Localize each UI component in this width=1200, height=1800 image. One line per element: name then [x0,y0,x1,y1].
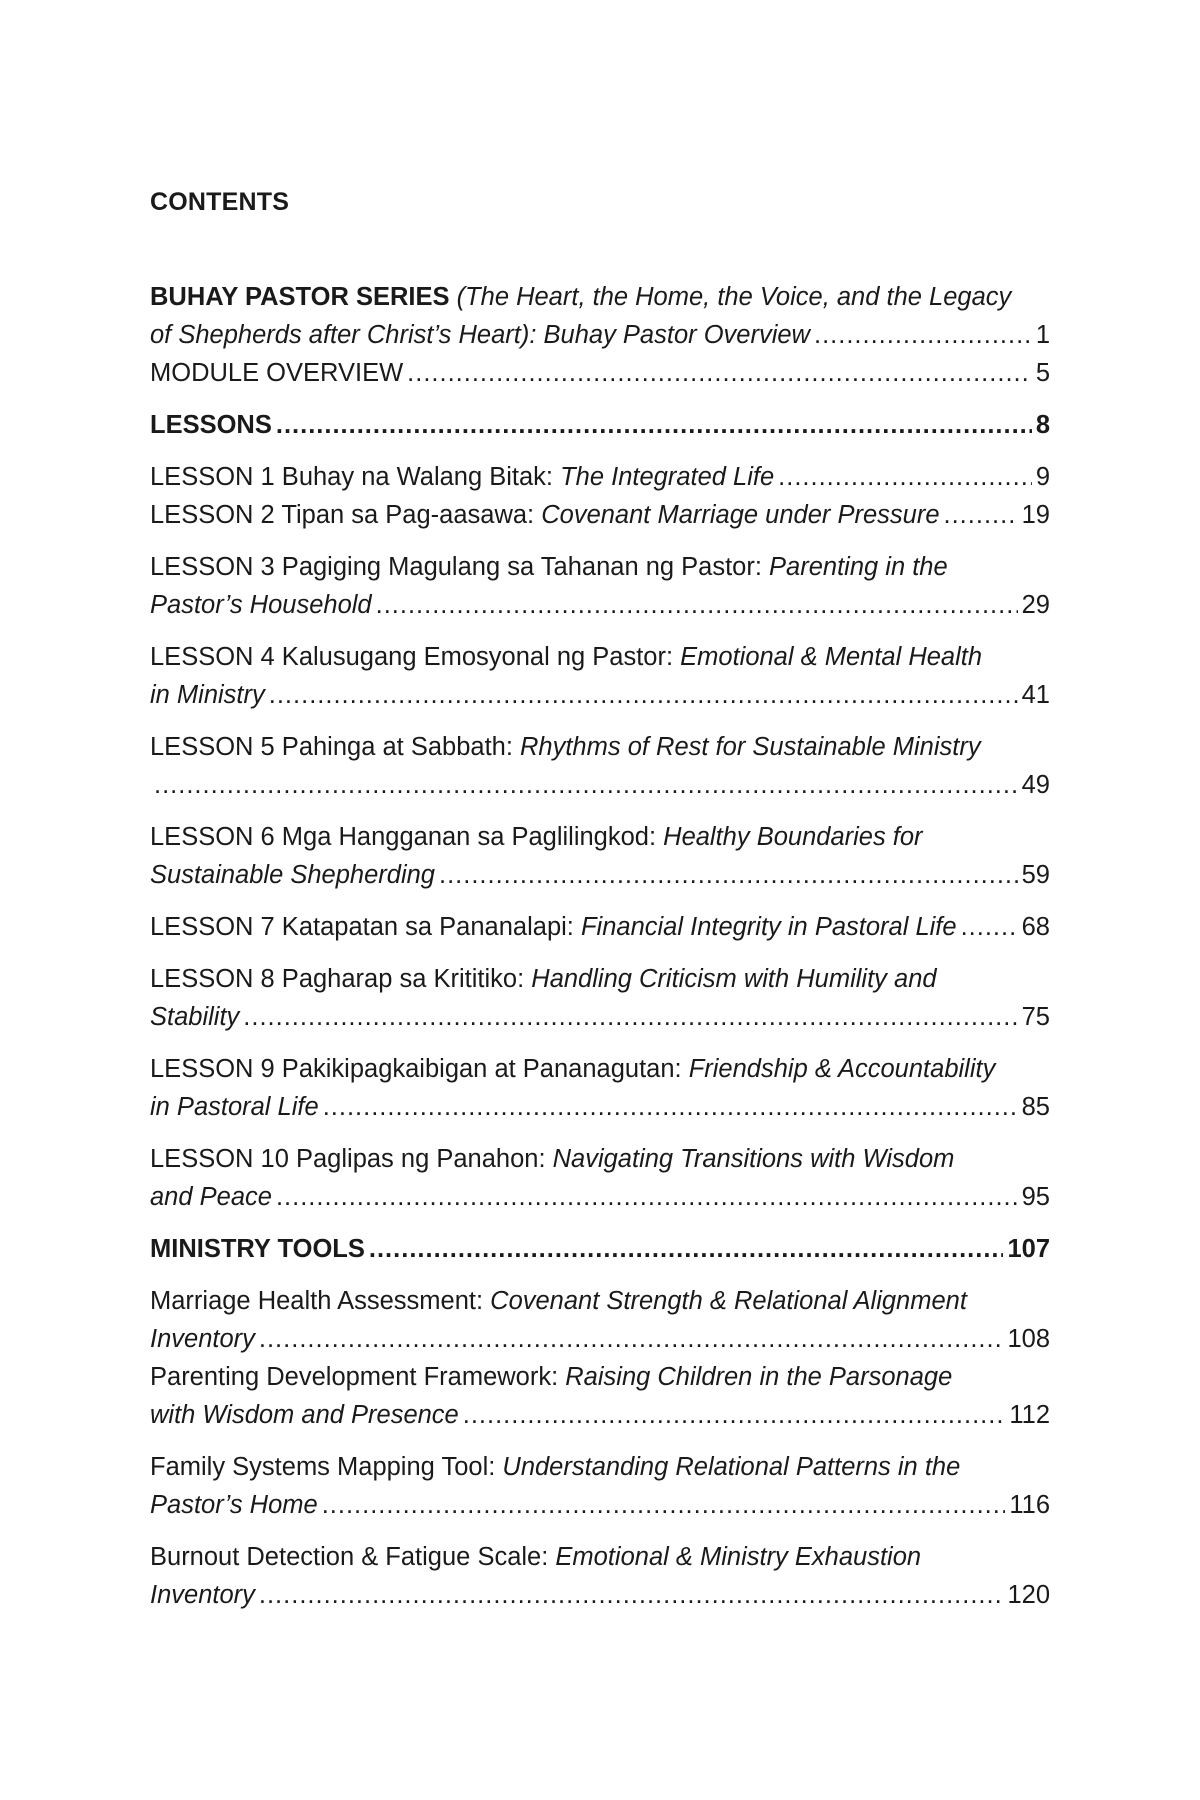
tool-title-continued: with Wisdom and Presence [150,1401,459,1429]
page-number: 59 [1021,861,1050,889]
page-number: 112 [1009,1401,1050,1429]
page-number: 19 [1021,501,1050,529]
toc-entry-lesson-8 [150,960,1050,1036]
toc-section-ministry-tools [150,1230,1050,1268]
leader-dots [814,316,1032,354]
toc-section-lessons [150,406,1050,444]
lesson-title: Navigating Transitions with Wisdom [552,1145,955,1173]
lesson-prefix: LESSON 5 Pahinga at Sabbath: [150,733,520,761]
toc-entry-tool-3 [150,1448,1050,1524]
lesson-prefix: LESSON 10 Paglipas ng Panahon: [150,1145,553,1173]
section-title: MINISTRY TOOLS [150,1235,365,1263]
leader-dots [276,1178,1018,1216]
page-number: 108 [1007,1325,1050,1353]
table-of-contents [150,278,1050,1614]
leader-dots [463,1396,1006,1434]
leader-dots [323,1088,1018,1126]
lesson-title-continued: Pastor’s Household [150,591,372,619]
lesson-title-continued: in Ministry [150,681,265,709]
lesson-prefix: LESSON 8 Pagharap sa Krititiko: [150,965,532,993]
leader-dots [961,908,1018,946]
tool-title: Understanding Relational Patterns in the [502,1453,961,1481]
lesson-title: Handling Criticism with Humility and [531,965,937,993]
lesson-prefix: LESSON 4 Kalusugang Emosyonal ng Pastor: [150,643,681,671]
page-number: 68 [1021,913,1050,941]
lesson-title: Parenting in the [769,553,948,581]
leader-dots [439,856,1018,894]
toc-entry-lesson-6 [150,818,1050,894]
toc-entry-lesson-5 [150,728,1050,804]
lesson-title: Covenant Marriage under Pressure [541,501,940,529]
page-number: 41 [1021,681,1050,709]
leader-dots [944,496,1018,534]
leader-dots [259,1576,1004,1614]
page-number: 116 [1009,1491,1050,1519]
lesson-title: Emotional & Mental Health [680,643,983,671]
page-number: 9 [1035,463,1050,491]
leader-dots [778,458,1032,496]
lesson-title-continued: and Peace [150,1183,272,1211]
toc-entry-lesson-10 [150,1140,1050,1216]
tool-title: Emotional & Ministry Exhaustion [555,1543,922,1571]
lesson-prefix: LESSON 1 Buhay na Walang Bitak: [150,463,561,491]
lesson-title: The Integrated Life [560,463,775,491]
leader-dots [407,354,1032,392]
leader-dots [243,998,1017,1036]
lesson-prefix: LESSON 3 Pagiging Magulang sa Tahanan ng Pastor: [150,553,770,581]
toc-entry-tool-1 [150,1282,1050,1358]
page-number: 1 [1035,321,1050,349]
leader-dots [154,766,1018,804]
tool-prefix: Parenting Development Framework: [150,1363,566,1391]
tool-prefix: Family Systems Mapping Tool: [150,1453,503,1481]
toc-entry-series [150,278,1050,354]
lesson-title-continued: Stability [150,1003,240,1031]
leader-dots [259,1320,1004,1358]
lesson-prefix: LESSON 7 Katapatan sa Pananalapi: [150,913,581,941]
page-number: 85 [1021,1093,1050,1121]
lesson-prefix: LESSON 2 Tipan sa Pag-aasawa: [150,501,542,529]
tool-title-continued: Inventory [150,1581,255,1609]
tool-prefix: Marriage Health Assessment: [150,1287,491,1315]
page-number: 75 [1021,1003,1050,1031]
leader-dots [276,406,1032,444]
tool-title-continued: Inventory [150,1325,255,1353]
series-subtitle-part1: (The Heart, the Home, the Voice, and the Legacy [449,283,1012,311]
tool-title-continued: Pastor’s Home [150,1491,318,1519]
lesson-prefix: LESSON 9 Pakikipagkaibigan at Pananagutan: [150,1055,689,1083]
lesson-title-continued: Sustainable Shepherding [150,861,435,889]
section-title: LESSONS [150,411,272,439]
tool-prefix: Burnout Detection & Fatigue Scale: [150,1543,556,1571]
lesson-title: Friendship & Accountability [688,1055,996,1083]
page-number: 120 [1007,1581,1050,1609]
tool-title: Covenant Strength & Relational Alignment [490,1287,967,1315]
toc-entry-lesson-1 [150,458,1050,496]
series-subtitle-part2: of Shepherds after Christ’s Heart): Buhay Pastor Overview [150,321,810,349]
lesson-title: Financial Integrity in Pastoral Life [580,913,957,941]
entry-title: MODULE OVERVIEW [150,359,404,387]
page-number: 5 [1035,359,1050,387]
toc-entry-lesson-3 [150,548,1050,624]
page-number: 8 [1035,411,1050,439]
toc-entry-lesson-2 [150,496,1050,534]
toc-entry-module-overview [150,354,1050,392]
lesson-title: Rhythms of Rest for Sustainable Ministry [520,733,981,761]
page-number: 29 [1021,591,1050,619]
series-title: BUHAY PASTOR SERIES [150,283,450,311]
leader-dots [376,586,1018,624]
tool-title: Raising Children in the Parsonage [565,1363,953,1391]
page-number: 107 [1007,1235,1050,1263]
leader-dots [322,1486,1006,1524]
page-number: 49 [1021,771,1050,799]
lesson-prefix: LESSON 6 Mga Hangganan sa Paglilingkod: [150,823,664,851]
lesson-title-continued: in Pastoral Life [150,1093,319,1121]
toc-entry-lesson-7 [150,908,1050,946]
toc-entry-tool-4 [150,1538,1050,1614]
toc-entry-tool-2 [150,1358,1050,1434]
lesson-title: Healthy Boundaries for [663,823,923,851]
contents-heading: CONTENTS [150,188,290,216]
leader-dots [269,676,1018,714]
leader-dots [369,1230,1004,1268]
page-number: 95 [1021,1183,1050,1211]
toc-entry-lesson-9 [150,1050,1050,1126]
toc-entry-lesson-4 [150,638,1050,714]
